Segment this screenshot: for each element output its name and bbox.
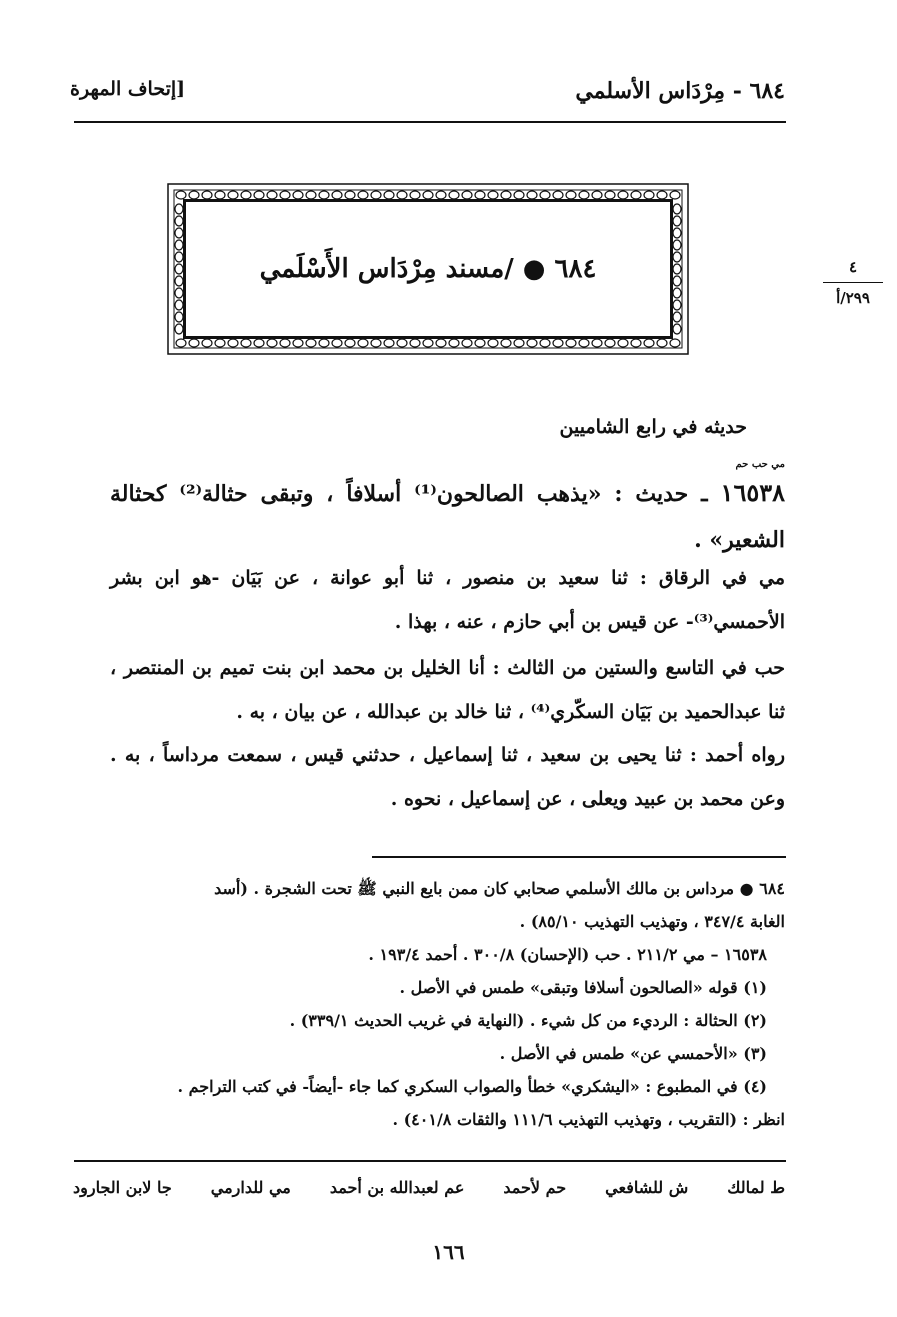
ornament-loop xyxy=(306,191,316,199)
ornament-loop xyxy=(566,191,576,199)
footnotes xyxy=(100,872,785,1136)
ornament-loop xyxy=(384,339,394,347)
title-box xyxy=(183,199,673,339)
ornament-loop xyxy=(254,191,264,199)
ornament-loop xyxy=(673,312,681,322)
ornament-loop xyxy=(215,191,225,199)
ornament-loop xyxy=(241,339,251,347)
section-heading: حديثه في رابع الشاميين xyxy=(559,416,747,438)
ornament-loop xyxy=(280,191,290,199)
ornament-loop xyxy=(228,191,238,199)
ornament-loop xyxy=(449,339,459,347)
hadith-number: ١٦٥٣٨ xyxy=(720,478,785,507)
ornament-loop xyxy=(384,191,394,199)
ornament-loop xyxy=(345,191,355,199)
running-head-book: [إتحاف المهرة xyxy=(70,78,186,100)
footnote-line: (٤) في المطبوع : «اليشكري» خطأ والصواب السكري كما جاء -أيضاً- في كتب التراجم . xyxy=(177,1077,767,1096)
ornament-loop xyxy=(657,339,667,347)
hadith-text: ـ حديث : «يذهب الصالحون⁽¹⁾ أسلافاً ، وتبقى حثالة⁽²⁾ كحثالة الشعير» . xyxy=(110,481,785,553)
legend-item: ط لمالك xyxy=(727,1178,785,1197)
ornament-loop xyxy=(514,191,524,199)
ornament-loop xyxy=(371,339,381,347)
ornament-loop xyxy=(462,191,472,199)
ornament-loop xyxy=(397,191,407,199)
ornament-loop xyxy=(280,339,290,347)
margin-note-folio: ٢٩٩/أ xyxy=(836,289,870,307)
ornament-loop xyxy=(673,288,681,298)
ornament-loop xyxy=(673,264,681,274)
ornament-loop xyxy=(475,339,485,347)
ornament-loop xyxy=(436,339,446,347)
ornament-loop xyxy=(267,191,277,199)
ornament-loop xyxy=(605,191,615,199)
ornament-loop xyxy=(592,339,602,347)
ornament-loop xyxy=(332,339,342,347)
legend-item: حم لأحمد xyxy=(503,1178,567,1197)
ornament-loop xyxy=(462,339,472,347)
ornament-loop xyxy=(175,204,183,214)
ornament-loop xyxy=(175,276,183,286)
ornament-loop xyxy=(631,339,641,347)
ibn-hibban-paragraph: حب في التاسع والستين من الثالث : أنا الخليل بن محمد ابن بنت تميم بن المنتصر ، ثنا عبدالحميد بن بَيَان السكّري⁽⁴⁾ ، ثنا خالد بن عبدالله ، عن بيان ، به . xyxy=(110,657,785,723)
ornament-loop xyxy=(423,339,433,347)
ornament-loop xyxy=(673,324,681,334)
ornament-loop xyxy=(553,339,563,347)
ornament-loop xyxy=(345,339,355,347)
footnote-line: الغابة ٣٤٧/٤ ، وتهذيب التهذيب ٨٥/١٠) . xyxy=(519,912,785,931)
ornament-loop xyxy=(410,339,420,347)
ornament-loop xyxy=(397,339,407,347)
ornament-loop xyxy=(579,191,589,199)
ornament-loop xyxy=(475,191,485,199)
ornament-loop xyxy=(553,191,563,199)
ornament-loop xyxy=(527,191,537,199)
ornament-loop xyxy=(267,339,277,347)
footnote-rule xyxy=(372,856,786,858)
ornament-loop xyxy=(254,339,264,347)
ornament-loop xyxy=(306,339,316,347)
hadith-sigla: مي حب حم xyxy=(735,459,785,470)
ornament-loop xyxy=(189,339,199,347)
ornament-loop xyxy=(175,300,183,310)
ornament-loop xyxy=(215,339,225,347)
ornament-loop xyxy=(202,339,212,347)
ornament-loop xyxy=(202,191,212,199)
ornament-loop xyxy=(670,191,680,199)
footnote-line: ١٦٥٣٨ – مي ٢١١/٢ . حب (الإحسان) ٣٠٠/٨ . أحمد ١٩٣/٤ . xyxy=(368,945,767,964)
ornament-loop xyxy=(175,288,183,298)
ahmad-paragraph: رواه أحمد : ثنا يحيى بن سعيد ، ثنا إسماعيل ، حدثني قيس ، سمعت مرداساً ، به . وعن محمد بن عبيد ويعلى ، عن إسماعيل ، نحوه . xyxy=(110,744,785,810)
darimi-paragraph: مي في الرقاق : ثنا سعيد بن منصور ، ثنا أبو عوانة ، عن بَيَان -هو ابن بشر الأحمسي⁽³⁾- عن قيس بن أبي حازم ، عنه ، بهذا . xyxy=(110,567,785,633)
ornament-loop xyxy=(293,191,303,199)
footnote-line: (٢) الحثالة : الرديء من كل شيء . (النهاية في غريب الحديث ٣٣٩/١) . xyxy=(289,1011,767,1030)
legend-rule xyxy=(74,1160,786,1162)
ornament-loop xyxy=(540,191,550,199)
framed-title: ٦٨٤ ● /مسند مِرْدَاس الأَسْلَمي xyxy=(259,254,597,284)
ornament-loop xyxy=(673,204,681,214)
ornament-loop xyxy=(175,216,183,226)
ornament-loop xyxy=(673,216,681,226)
ornament-loop xyxy=(673,300,681,310)
ornament-loop xyxy=(657,191,667,199)
sigla-legend xyxy=(73,1178,785,1197)
ornament-loop xyxy=(501,339,511,347)
ornament-loop xyxy=(673,252,681,262)
ornament-loop xyxy=(332,191,342,199)
ornament-loop xyxy=(488,339,498,347)
ornament-loop xyxy=(618,191,628,199)
ornament-loop xyxy=(175,312,183,322)
ornament-loop xyxy=(436,191,446,199)
page-number: ١٦٦ xyxy=(432,1240,465,1264)
ornament-loop xyxy=(176,339,186,347)
ornament-loop xyxy=(175,240,183,250)
ornamental-frame xyxy=(165,181,691,357)
header-rule xyxy=(74,121,786,123)
footnote-line: ٦٨٤ ● مرداس بن مالك الأسلمي صحابي كان ممن بايع النبي ﷺ تحت الشجرة . (أسد xyxy=(214,879,785,898)
running-head-entry: ٦٨٤ - مِرْدَاس الأسلمي xyxy=(575,78,785,104)
ornament-loop xyxy=(175,324,183,334)
ornament-loop xyxy=(371,191,381,199)
ornament-loop xyxy=(358,339,368,347)
ornament-loop xyxy=(449,191,459,199)
ornament-loop xyxy=(540,339,550,347)
ornament-loop xyxy=(319,191,329,199)
ornament-loop xyxy=(241,191,251,199)
legend-item: مي للدارمي xyxy=(210,1178,291,1197)
ornament-loop xyxy=(644,191,654,199)
legend-item: جا لابن الجارود xyxy=(73,1178,172,1197)
ornament-loop xyxy=(514,339,524,347)
legend-item: ش للشافعي xyxy=(605,1178,689,1197)
margin-note-volume: ٤ xyxy=(823,254,883,283)
ornament-loop xyxy=(175,252,183,262)
ornament-loop xyxy=(670,339,680,347)
ornament-loop xyxy=(631,191,641,199)
ornament-loop xyxy=(488,191,498,199)
ornament-loop xyxy=(527,339,537,347)
footnote-line: (٣) «الأحمسي عن» طمس في الأصل . xyxy=(499,1044,767,1063)
footnote-line: انظر : (التقريب ، وتهذيب التهذيب ١١١/٦ والثقات ٤٠١/٨) . xyxy=(392,1110,785,1129)
ornament-loop xyxy=(592,191,602,199)
legend-item: عم لعبدالله بن أحمد xyxy=(329,1178,465,1197)
ornament-loop xyxy=(501,191,511,199)
ornament-loop xyxy=(673,276,681,286)
ornament-loop xyxy=(644,339,654,347)
ornament-loop xyxy=(410,191,420,199)
ornament-loop xyxy=(189,191,199,199)
ornament-loop xyxy=(423,191,433,199)
ornament-loop xyxy=(228,339,238,347)
ornament-loop xyxy=(175,228,183,238)
ornament-loop xyxy=(358,191,368,199)
ornament-loop xyxy=(605,339,615,347)
ornament-loop xyxy=(319,339,329,347)
ornament-loop xyxy=(579,339,589,347)
ornament-loop xyxy=(293,339,303,347)
footnote-line: (١) قوله «الصالحون أسلافا وتبقى» طمس في الأصل . xyxy=(399,978,767,997)
ornament-loop xyxy=(618,339,628,347)
ornament-loop xyxy=(176,191,186,199)
hadith-paragraph xyxy=(110,460,785,563)
margin-note xyxy=(823,254,883,311)
ornament-loop xyxy=(673,240,681,250)
ornament-loop xyxy=(566,339,576,347)
ornament-loop xyxy=(673,228,681,238)
ornament-loop xyxy=(175,264,183,274)
